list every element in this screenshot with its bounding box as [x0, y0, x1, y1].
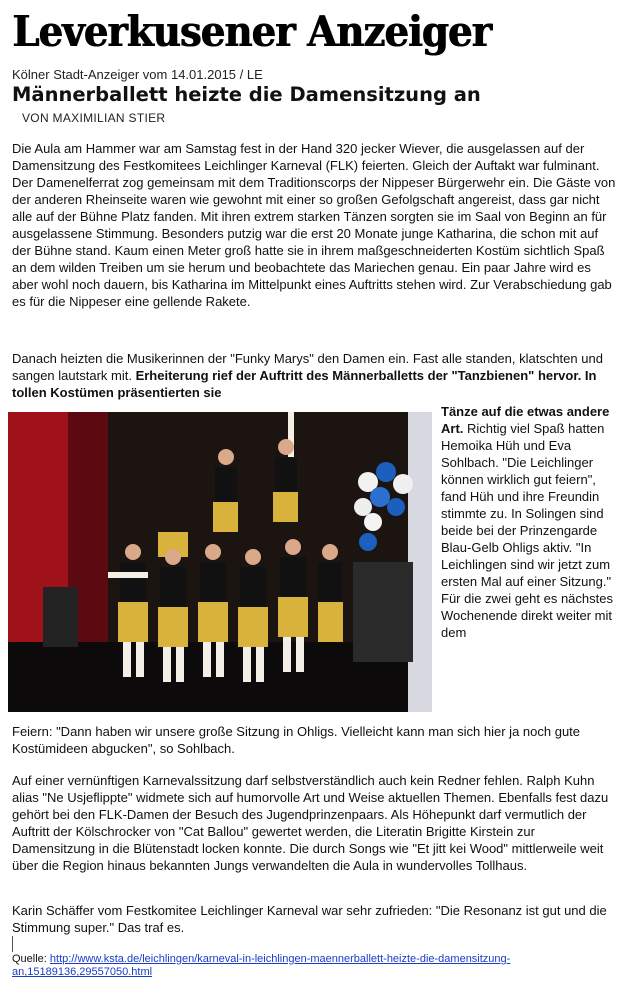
headline: Männerballett heizte die Damensitzung an: [12, 83, 481, 106]
sidebar-bold: Tänze auf die etwas andere Art.: [441, 404, 610, 436]
article-photo: [8, 412, 432, 712]
sidebar-paragraph: [441, 403, 619, 641]
photo-mens-ballet: [8, 412, 432, 712]
paragraph-1: Die Aula am Hammer war am Samstag fest in der Hand 320 jecker Wiever, die ausgelassen auf der Damensitzung des Festkomitees Leichlinger Karneval (FLK) feierten. Gleich der Auftakt war fulminant. Der Damenelferrat zog gemeinsam mit dem Traditionscorps der Nippeser Bürgerwehr ein. Die Gäste von der anderen Rheinseite waren wie gewohnt mit einer so großen Gefolgschaft angereist, dass gar nicht alle auf der Bühne Platz fanden. Mit ihren extrem starken Tänzen sorgten sie im Saal von Beginn an für ausgelassene Stimmung. Besonders putzig war die erst 20 Monate junge Katharina, die schon mit auf der Bühne stand. Kaum einen Meter groß hatte sie in ihrem maßgeschneiderten Kostüm sichtlich Spaß an dem wilden Treiben um sie herum und beobachtete das Mariechen genau. Ein paar Jahre wird es aber wohl noch dauern, bis Katharina im Mittelpunkt eines Auftritts stehen wird. Zur Verabschiedung gab es für die Nippeser eine gellende Rakete.: [12, 141, 616, 309]
paragraph-2: [12, 350, 616, 401]
paragraph-3: Feiern: "Dann haben wir unsere große Sitzung in Ohligs. Vielleicht kann man sich hier ja noch gute Kostümideen abgucken", so Sohlbach.: [12, 724, 581, 756]
source-label: Quelle:: [12, 953, 50, 965]
source-footer: [12, 953, 612, 979]
masthead-logo: Leverkusener Anzeiger: [12, 7, 491, 56]
paragraph-2-text: Danach heizten die Musikerinnen der "Funky Marys" den Damen ein. Fast alle standen, klatschten und sangen lautstark mit.: [12, 351, 603, 383]
paragraph-2-bold: Erheiterung rief der Auftritt des Männerballetts der "Tanzbienen" hervor. In tollen Kostümen präsentierten sie: [12, 368, 597, 400]
text-cursor: [12, 936, 13, 952]
source-line: Kölner Stadt-Anzeiger vom 14.01.2015 / LE: [12, 67, 263, 82]
byline: VON MAXIMILIAN STIER: [22, 111, 166, 125]
sidebar-text: Richtig viel Spaß hatten Hemoika Hüh und Eva Sohlbach. "Die Leichlinger können wirklich gut feiern", fand Hüh und ihre Freundin stimmte zu. In Solingen sind beide bei der Prinzengarde Blau-Gelb Ohligs aktiv. "In Leichlingen sind wir jetzt zum ersten Mal auf einer Sitzung." Für die zwei geht es nächstes Wochenende direkt weiter mit dem: [441, 421, 613, 640]
paragraph-4: Auf einer vernünftigen Karnevalssitzung darf selbstverständlich auch kein Redner fehlen. Ralph Kuhn alias "Ne Usjeflippte" widmete sich auf humorvolle Art und Weise aktuellen Themen. Ebenfalls fest dazu gehört bei den FLK-Damen der Besuch des Jugendprinzenpaars. Als Höhepunkt darf vermutlich der Auftritt der Kölschrocker von "Cat Ballou" gewertet werden, die Literatin Brigitte Kirstein zur Damensitzung in die Blütenstadt locken konnte. Die durch Songs wie "Et jitt kei Wood" mittlerweile weit über die Region hinaus bekannten Jungs verwandelten die Aula in wundervolles Tollhaus.: [12, 773, 609, 873]
paragraph-5: Karin Schäffer vom Festkomitee Leichlinger Karneval war sehr zufrieden: "Die Resonanz ist gut und die Stimmung super." Das traf es.: [12, 903, 607, 935]
source-link[interactable]: http://www.ksta.de/leichlingen/karneval-in-leichlingen-maennerballett-heizte-die-damensitzung-an,15189136,29557050.html: [12, 953, 511, 978]
